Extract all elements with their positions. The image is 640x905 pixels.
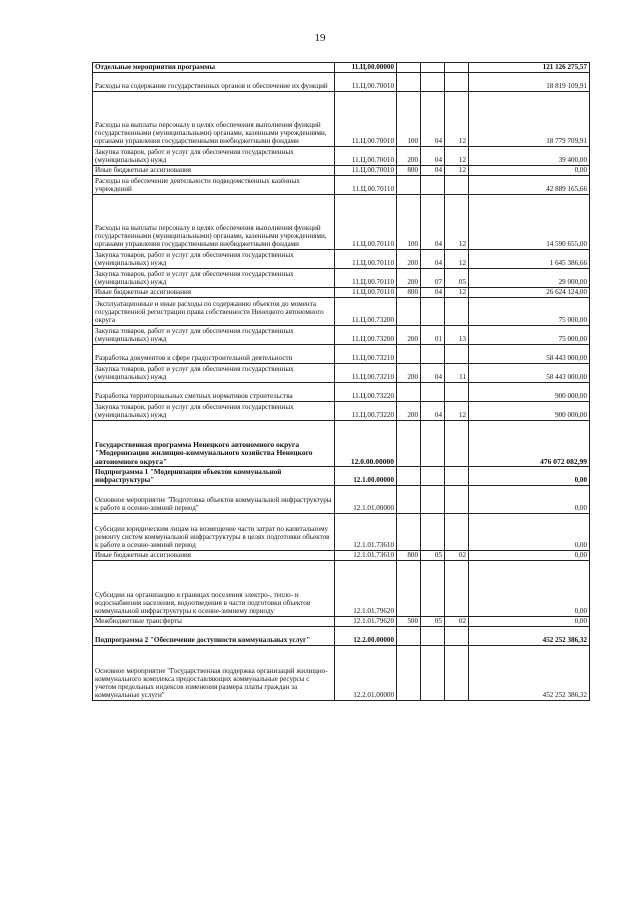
row-code: 11.Ц.00.73200 [335, 326, 397, 345]
row-sum: 18 779 709,91 [469, 92, 590, 147]
table-row [93, 486, 590, 514]
row-vr [397, 298, 421, 326]
row-sum: 14 590 655,00 [469, 195, 590, 250]
row-code: 11.Ц.00.70110 [335, 288, 397, 298]
table-row [93, 345, 590, 364]
row-pr [445, 561, 469, 617]
row-name: Субсидии юридическим лицам на возмещение части затрат по капитальному ремонту систем коммунальной инфраструктуры в целях подготовки объектов к работе в осенне-зимний период [93, 514, 335, 551]
row-sum: 0,00 [469, 514, 590, 551]
row-vr [397, 514, 421, 551]
row-rz [421, 345, 445, 364]
row-name: Подпрограмма 2 "Обеспечение доступности коммунальных услуг" [93, 627, 335, 646]
row-sum: 0,00 [469, 166, 590, 176]
row-code: 12.2.01.00000 [335, 646, 397, 701]
row-vr [397, 627, 421, 646]
row-pr: 12 [445, 195, 469, 250]
row-code: 12.1.01.73610 [335, 514, 397, 551]
row-pr [445, 73, 469, 92]
table-row [93, 617, 590, 627]
row-rz [421, 383, 445, 402]
row-rz: 04 [421, 166, 445, 176]
table-row [93, 326, 590, 345]
table-row [93, 364, 590, 383]
row-rz: 04 [421, 250, 445, 269]
row-pr [445, 646, 469, 701]
table-row [93, 147, 590, 166]
table-row [93, 269, 590, 288]
row-rz: 01 [421, 326, 445, 345]
row-rz [421, 467, 445, 486]
row-vr [397, 73, 421, 92]
row-pr: 12 [445, 288, 469, 298]
table-row [93, 63, 590, 73]
row-name: Субсидии на организацию в границах поселения электро-, тепло- и водоснабжения населения, водоотведения в части подготовки объектов коммунальной инфраструктуры к осенне-зимнему периоду [93, 561, 335, 617]
row-sum: 18 819 109,91 [469, 73, 590, 92]
row-vr: 100 [397, 195, 421, 250]
row-name: Иные бюджетные ассигнования [93, 551, 335, 561]
row-pr: 12 [445, 166, 469, 176]
row-sum: 0,00 [469, 551, 590, 561]
row-rz [421, 298, 445, 326]
row-vr: 800 [397, 166, 421, 176]
row-vr: 200 [397, 326, 421, 345]
budget-table [92, 62, 590, 701]
row-code: 11.Ц.00.70010 [335, 92, 397, 147]
row-sum: 58 443 000,00 [469, 364, 590, 383]
row-name: Межбюджетные трансферты [93, 617, 335, 627]
row-vr: 200 [397, 250, 421, 269]
row-name: Государственная программа Ненецкого автономного округа "Модернизация жилищно-коммунального хозяйства Ненецкого автономного округа" [93, 421, 335, 467]
row-vr [397, 486, 421, 514]
row-pr: 12 [445, 147, 469, 166]
row-sum: 0,00 [469, 617, 590, 627]
row-code: 11.Ц.00.73220 [335, 383, 397, 402]
row-name: Закупка товаров, работ и услуг для обеспечения государственных (муниципальных) нужд [93, 402, 335, 421]
row-pr [445, 345, 469, 364]
row-vr [397, 176, 421, 195]
row-name: Основное мероприятие "Подготовка объектов коммунальной инфраструктуры к работе в осенне-зимний период" [93, 486, 335, 514]
row-sum: 452 252 386,32 [469, 646, 590, 701]
row-rz [421, 646, 445, 701]
row-code: 12.1.01.00000 [335, 486, 397, 514]
table-row [93, 627, 590, 646]
row-code: 11.Ц.00.73200 [335, 298, 397, 326]
table-row [93, 73, 590, 92]
row-vr: 200 [397, 364, 421, 383]
row-vr: 200 [397, 147, 421, 166]
row-sum: 476 072 082,99 [469, 421, 590, 467]
table-row [93, 402, 590, 421]
row-code: 12.1.01.79620 [335, 617, 397, 627]
row-rz: 04 [421, 195, 445, 250]
row-rz [421, 561, 445, 617]
row-rz: 04 [421, 92, 445, 147]
row-sum: 452 252 386,32 [469, 627, 590, 646]
table-row [93, 421, 590, 467]
row-pr: 11 [445, 364, 469, 383]
row-code: 12.1.00.00000 [335, 467, 397, 486]
row-rz: 04 [421, 402, 445, 421]
row-pr [445, 486, 469, 514]
row-pr [445, 383, 469, 402]
table-row [93, 250, 590, 269]
table-row [93, 383, 590, 402]
row-code: 11.Ц.00.70010 [335, 147, 397, 166]
row-code: 12.1.01.79620 [335, 561, 397, 617]
row-name: Закупка товаров, работ и услуг для обеспечения государственных (муниципальных) нужд [93, 326, 335, 345]
row-rz [421, 421, 445, 467]
row-vr: 800 [397, 288, 421, 298]
row-sum: 39 400,00 [469, 147, 590, 166]
row-name: Закупка товаров, работ и услуг для обеспечения государственных (муниципальных) нужд [93, 250, 335, 269]
table-row [93, 298, 590, 326]
row-rz [421, 486, 445, 514]
row-name: Закупка товаров, работ и услуг для обеспечения государственных (муниципальных) нужд [93, 364, 335, 383]
row-rz: 07 [421, 269, 445, 288]
row-rz: 04 [421, 364, 445, 383]
row-sum: 26 624 124,00 [469, 288, 590, 298]
row-name: Расходы на выплаты персоналу в целях обеспечения выполнения функций государственными (муниципальными) органами, казенными учреждениями, органами управления государственными внебюджетными фондами [93, 195, 335, 250]
table-row [93, 514, 590, 551]
table-row [93, 561, 590, 617]
row-sum: 900 000,00 [469, 383, 590, 402]
row-code: 11.Ц.00.70110 [335, 250, 397, 269]
row-vr: 800 [397, 551, 421, 561]
row-vr: 100 [397, 92, 421, 147]
table-row [93, 467, 590, 486]
row-vr [397, 383, 421, 402]
table-row [93, 646, 590, 701]
row-rz [421, 63, 445, 73]
row-sum: 0,00 [469, 467, 590, 486]
row-rz [421, 73, 445, 92]
row-rz: 04 [421, 147, 445, 166]
row-code: 11.Ц.00.70110 [335, 195, 397, 250]
row-code: 11.Ц.00.73220 [335, 402, 397, 421]
row-sum: 58 443 000,00 [469, 345, 590, 364]
table-row [93, 166, 590, 176]
row-code: 11.Ц.00.70110 [335, 269, 397, 288]
row-name: Эксплуатационные и иные расходы по содержанию объектов до момента государственной регистрации права собственности Ненецкого автономного округа [93, 298, 335, 326]
row-rz [421, 176, 445, 195]
row-vr: 200 [397, 269, 421, 288]
row-pr [445, 176, 469, 195]
row-vr: 500 [397, 617, 421, 627]
row-pr [445, 627, 469, 646]
row-vr [397, 561, 421, 617]
row-sum: 75 000,00 [469, 298, 590, 326]
row-pr: 12 [445, 402, 469, 421]
table-row [93, 551, 590, 561]
row-pr: 02 [445, 551, 469, 561]
row-code: 11.Ц.00.73210 [335, 364, 397, 383]
row-code: 11.Ц.00.70010 [335, 73, 397, 92]
row-pr [445, 467, 469, 486]
row-pr [445, 63, 469, 73]
row-name: Отдельные мероприятия программы [93, 63, 335, 73]
row-pr: 12 [445, 250, 469, 269]
table-row [93, 195, 590, 250]
row-pr: 13 [445, 326, 469, 345]
row-code: 11.Ц.00.70110 [335, 176, 397, 195]
row-name: Закупка товаров, работ и услуг для обеспечения государственных (муниципальных) нужд [93, 269, 335, 288]
row-name: Расходы на выплаты персоналу в целях обеспечения выполнения функций государственными (муниципальными) органами, казенными учреждениями, органами управления государственными внебюджетными фондами [93, 92, 335, 147]
row-vr [397, 421, 421, 467]
table-row [93, 92, 590, 147]
row-vr [397, 63, 421, 73]
row-sum: 900 000,00 [469, 402, 590, 421]
row-name: Разработка документов в сфере градостроительной деятельности [93, 345, 335, 364]
row-name: Расходы на содержание государственных органов и обеспечение их функций [93, 73, 335, 92]
row-sum: 0,00 [469, 486, 590, 514]
row-code: 11.Ц.00.00000 [335, 63, 397, 73]
row-name: Иные бюджетные ассигнования [93, 166, 335, 176]
page-number: 19 [314, 32, 326, 44]
row-code: 12.2.00.00000 [335, 627, 397, 646]
row-pr [445, 421, 469, 467]
row-sum: 0,00 [469, 561, 590, 617]
table-row [93, 176, 590, 195]
row-rz [421, 627, 445, 646]
row-rz: 04 [421, 288, 445, 298]
row-vr [397, 345, 421, 364]
row-rz [421, 514, 445, 551]
row-sum: 75 000,00 [469, 326, 590, 345]
row-name: Разработка территориальных сметных нормативов строительства [93, 383, 335, 402]
row-sum: 42 889 165,66 [469, 176, 590, 195]
row-code: 12.0.00.00000 [335, 421, 397, 467]
row-pr [445, 298, 469, 326]
row-sum: 29 000,00 [469, 269, 590, 288]
row-sum: 121 126 275,57 [469, 63, 590, 73]
row-vr [397, 646, 421, 701]
row-sum: 1 645 386,66 [469, 250, 590, 269]
row-pr [445, 514, 469, 551]
row-vr [397, 467, 421, 486]
row-rz: 05 [421, 551, 445, 561]
row-name: Иные бюджетные ассигнования [93, 288, 335, 298]
row-code: 11.Ц.00.70010 [335, 166, 397, 176]
row-name: Расходы на обеспечение деятельности подведомственных казённых учреждений [93, 176, 335, 195]
row-pr: 02 [445, 617, 469, 627]
table-row [93, 288, 590, 298]
row-name: Закупка товаров, работ и услуг для обеспечения государственных (муниципальных) нужд [93, 147, 335, 166]
row-vr: 200 [397, 402, 421, 421]
row-code: 11.Ц.00.73210 [335, 345, 397, 364]
row-pr: 12 [445, 92, 469, 147]
row-rz: 05 [421, 617, 445, 627]
row-pr: 05 [445, 269, 469, 288]
row-name: Подпрограмма 1 "Модернизация объектов коммунальной инфраструктуры" [93, 467, 335, 486]
row-code: 12.1.01.73610 [335, 551, 397, 561]
row-name: Основное мероприятие "Государственная поддержка организаций жилищно-коммунального комплекса предоставляющих коммунальные ресурсы с учетом предельных индексов изменения размера платы граждан за коммунальные услуги" [93, 646, 335, 701]
